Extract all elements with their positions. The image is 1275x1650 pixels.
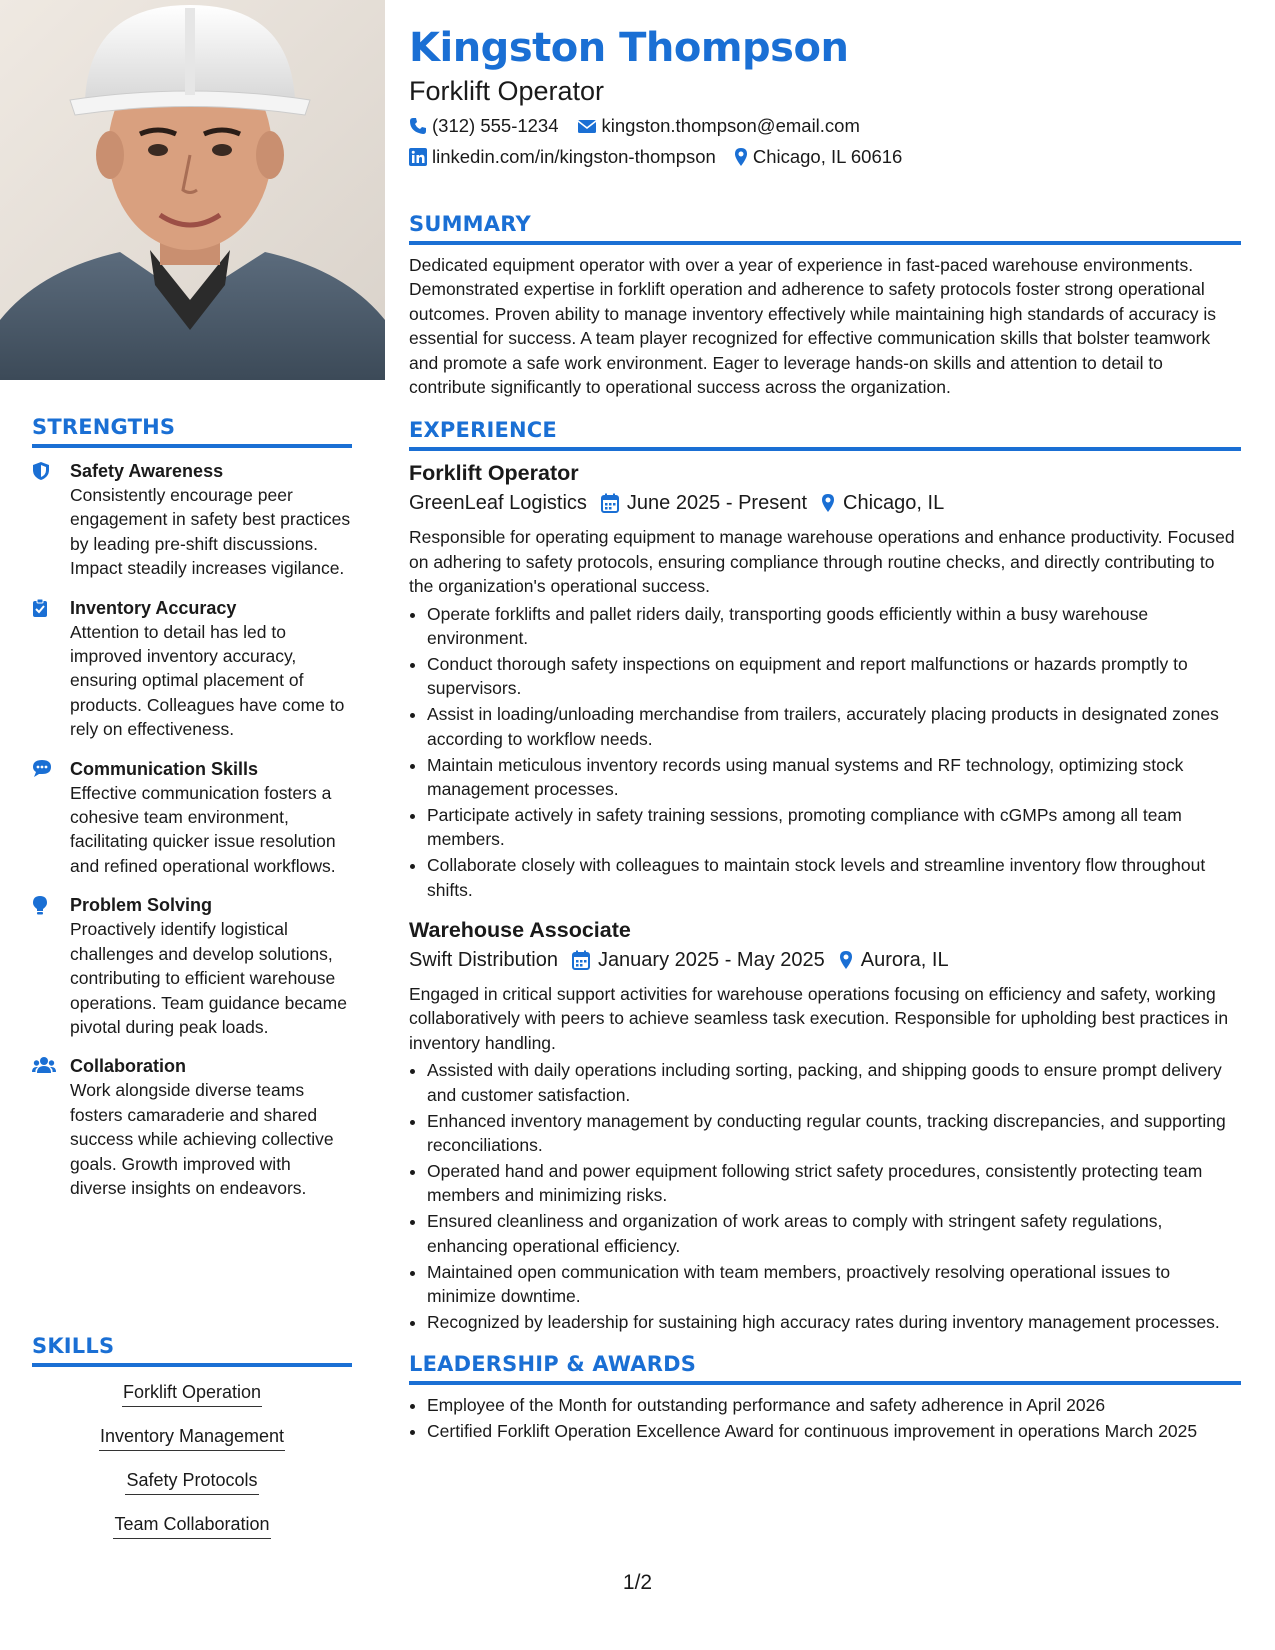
envelope-icon	[577, 118, 597, 134]
candidate-title: Forklift Operator	[409, 76, 605, 106]
job-title: Warehouse Associate	[409, 918, 631, 943]
job-location: Aurora, IL	[860, 949, 949, 972]
company-name: GreenLeaf Logistics	[409, 492, 587, 515]
strength-title: Safety Awareness	[70, 461, 224, 481]
list-item: • Employee of the Month for outstanding performance and safety adherence in April 2026	[427, 1393, 1241, 1417]
strength-item	[32, 893, 352, 1039]
skills-list	[32, 1379, 352, 1555]
profile-photo	[0, 0, 385, 380]
linkedin-link[interactable]: linkedin.com/in/kingston-thompson	[432, 146, 716, 167]
skills-heading: SKILLS	[32, 1334, 352, 1367]
job-dates: January 2025 - May 2025	[597, 949, 825, 972]
strength-description: Effective communication fosters a cohesive team environment, facilitating quicker issue resolution and refined operational workflows.	[70, 782, 336, 876]
phone-icon	[409, 117, 427, 135]
strength-item	[32, 1054, 352, 1200]
contact-row	[409, 144, 1241, 170]
strength-title: Communication Skills	[70, 758, 259, 779]
strength-description: Work alongside diverse teams fosters camaraderie and shared success while achieving collective goals. Growth improved with diverse insights on endeavors.	[70, 1080, 334, 1198]
skill-item: Safety Protocols	[125, 1467, 258, 1495]
calendar-icon	[601, 493, 619, 513]
experience-heading: EXPERIENCE	[409, 418, 1241, 451]
strengths-heading: STRENGTHS	[32, 415, 352, 448]
list-item: • Certified Forklift Operation Excellence Award for continuous improvement in operations March 2025	[427, 1419, 1241, 1443]
job-entry	[409, 459, 1241, 902]
strength-title: Collaboration	[70, 1056, 186, 1077]
strength-item	[32, 459, 352, 581]
job-bullets	[409, 1058, 1241, 1334]
strength-title: Problem Solving	[70, 895, 213, 916]
shield-icon	[32, 459, 70, 581]
strengths-list	[32, 459, 352, 1215]
awards-list	[409, 1393, 1241, 1443]
job-title: Forklift Operator	[409, 461, 579, 486]
job-description: Engaged in critical support activities for warehouse operations focusing on efficiency and safety, working collaboratively with peers to achieve seamless task execution. Responsible for upholding best practices in inventory handling.	[409, 984, 1229, 1053]
company-name: Swift Distribution	[409, 949, 558, 972]
list-item: • Participate actively in safety training sessions, promoting compliance with cGMPs among all team members.	[427, 803, 1241, 852]
list-item: • Enhanced inventory management by conducting regular counts, tracking discrepancies, and supporting reconciliations.	[427, 1109, 1241, 1158]
strength-item	[32, 596, 352, 742]
skill-item: Team Collaboration	[113, 1511, 270, 1539]
sidebar	[0, 0, 385, 1650]
job-location: Chicago, IL	[843, 492, 945, 515]
strength-description: Attention to detail has led to improved inventory accuracy, ensuring optimal placement of products. Colleagues have come to rely on effectiveness.	[70, 621, 345, 740]
skill-item: Inventory Management	[99, 1423, 285, 1451]
job-bullets	[409, 602, 1241, 902]
phone-number[interactable]: (312) 555-1234	[432, 115, 559, 136]
speech-bubble-icon	[32, 757, 70, 879]
list-item: • Conduct thorough safety inspections on equipment and report malfunctions or hazards promptly to supervisors.	[427, 652, 1241, 701]
clipboard-check-icon	[32, 596, 70, 742]
location-pin-icon	[839, 950, 853, 970]
summary-text: Dedicated equipment operator with over a year of experience in fast-paced warehouse environments. Demonstrated expertise in forklift operation and adherence to safety protocols foster strong operational outcomes. Proven ability to manage inventory effectively while maintaining high standards of accuracy is essential for success. A team player recognized for effective communication skills that bolster teamwork and promote a safe work environment. Eager to leverage hands-on skills and attention to detail to contribute significantly to operational success across the organization.	[409, 255, 1217, 398]
list-item: • Operate forklifts and pallet riders daily, transporting goods efficiently within a busy warehouse environment.	[427, 602, 1241, 651]
email-link[interactable]: kingston.thompson@email.com	[601, 115, 860, 136]
linkedin-icon	[409, 148, 427, 166]
job-meta	[409, 946, 1241, 974]
list-item: • Maintained open communication with team members, proactively resolving operational issues to minimize downtime.	[427, 1260, 1241, 1309]
location-text: Chicago, IL 60616	[752, 146, 903, 167]
job-description: Responsible for operating equipment to manage warehouse operations and enhance productivity. Focused on adhering to safety protocols, ensuring compliance through routine checks, and directly contributing to the organization's operational success.	[409, 527, 1235, 597]
strength-description: Consistently encourage peer engagement in safety best practices by leading pre-shift discussions. Impact steadily increases vigilance.	[70, 485, 351, 579]
list-item: • Operated hand and power equipment following strict safety procedures, consistently protecting team members and minimizing risks.	[427, 1159, 1241, 1208]
awards-heading: LEADERSHIP & AWARDS	[409, 1352, 1241, 1385]
location-pin-icon	[734, 147, 748, 167]
list-item: • Assisted with daily operations including sorting, packing, and shipping goods to ensure prompt delivery and customer satisfaction.	[427, 1058, 1241, 1107]
page-number: 1/2	[622, 1571, 653, 1594]
job-meta	[409, 489, 1241, 517]
list-item: • Maintain meticulous inventory records using manual systems and RF technology, optimizing stock management processes.	[427, 753, 1241, 802]
strength-title: Inventory Accuracy	[70, 597, 237, 618]
calendar-icon	[572, 950, 590, 970]
strength-item	[32, 757, 352, 879]
strength-description: Proactively identify logistical challenges and develop solutions, contributing to efficient warehouse operations. Team guidance became pivotal during peak loads.	[70, 919, 347, 1037]
job-entry	[409, 916, 1241, 1334]
candidate-name: Kingston Thompson	[409, 25, 849, 71]
list-item: • Recognized by leadership for sustaining high accuracy rates during inventory management processes.	[427, 1310, 1241, 1334]
summary-heading: SUMMARY	[409, 212, 1241, 245]
main-column	[409, 0, 1241, 1445]
list-item: • Ensured cleanliness and organization of work areas to comply with stringent safety regulations, enhancing operational efficiency.	[427, 1209, 1241, 1258]
job-dates: June 2025 - Present	[626, 492, 808, 515]
location-pin-icon	[821, 493, 835, 513]
list-item: • Assist in loading/unloading merchandise from trailers, accurately placing products in designated zones according to workflow needs.	[427, 702, 1241, 751]
users-icon	[32, 1054, 70, 1200]
contact-row	[409, 113, 1241, 139]
list-item: • Collaborate closely with colleagues to maintain stock levels and streamline inventory flow throughout shifts.	[427, 853, 1241, 902]
lightbulb-icon	[32, 893, 70, 1039]
skill-item: Forklift Operation	[122, 1379, 262, 1407]
